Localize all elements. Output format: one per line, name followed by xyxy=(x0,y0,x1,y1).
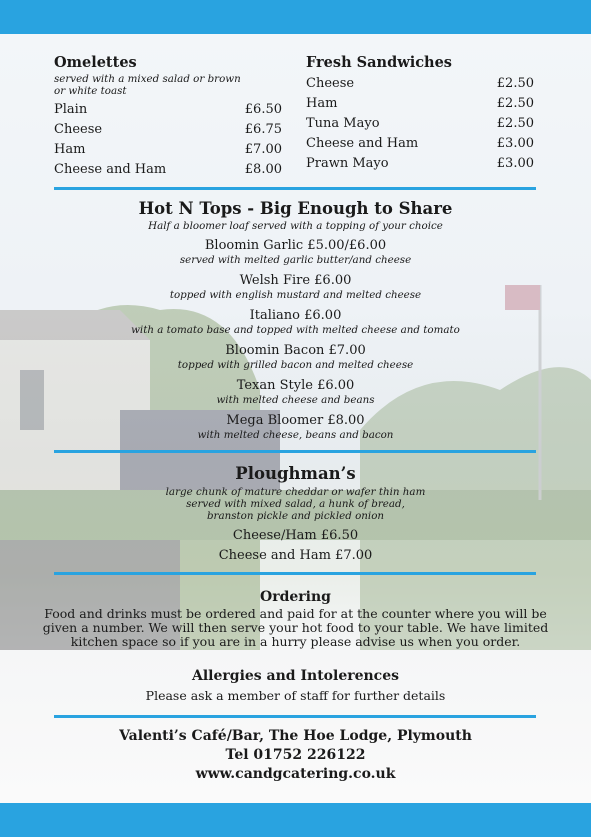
menu-item-name: Tuna Mayo xyxy=(306,116,380,131)
menu-item-name: Cheese/Ham £6.50 xyxy=(232,528,359,543)
ordering-text-line: given a number. We will then serve your hot food to your table. We have limited xyxy=(42,620,549,635)
ploughmans-title: Ploughman’s xyxy=(235,464,356,483)
menu-item xyxy=(306,74,534,94)
allergies-section xyxy=(0,668,591,703)
menu-item xyxy=(54,100,282,120)
menu-item xyxy=(306,114,534,134)
top-banner xyxy=(0,0,591,34)
hot-n-tops-section xyxy=(0,199,591,441)
omelettes-title: Omelettes xyxy=(54,54,137,71)
menu-item-description: topped with english mustard and melted cheese xyxy=(169,289,422,301)
hot-n-tops-title: Hot N Tops - Big Enough to Share xyxy=(138,199,453,218)
menu-item xyxy=(54,120,282,140)
menu-item-name: Welsh Fire £6.00 xyxy=(239,273,352,288)
ordering-text-line: kitchen space so if you are in a hurry please advise us when you order. xyxy=(70,634,521,649)
ordering-text xyxy=(0,607,591,649)
menu-item-name: Italiano £6.00 xyxy=(249,308,342,323)
ploughmans-description xyxy=(0,486,591,522)
section-divider xyxy=(54,572,536,575)
hot-n-tops-list xyxy=(0,237,591,441)
omelettes-section xyxy=(54,54,282,180)
section-divider xyxy=(54,450,536,453)
menu-item-name: Cheese xyxy=(54,122,103,137)
menu-item-name: Plain xyxy=(54,102,88,117)
menu-item-name: Cheese and Ham xyxy=(54,162,167,177)
ordering-text-line: Food and drinks must be ordered and paid for at the counter where you will be xyxy=(44,606,547,621)
menu-item-price: £6.75 xyxy=(244,122,282,137)
contact-website[interactable]: www.candgcatering.co.uk xyxy=(195,766,396,782)
menu-item-name: Mega Bloomer £8.00 xyxy=(226,413,365,428)
contact-phone[interactable]: Tel 01752 226122 xyxy=(225,747,366,763)
menu-item-description: with melted cheese and beans xyxy=(216,394,375,406)
omelettes-list xyxy=(54,100,282,180)
contact-section xyxy=(0,727,591,784)
menu-item-description: with melted cheese, beans and bacon xyxy=(197,429,394,441)
menu-item-name: Ham xyxy=(306,96,338,111)
section-divider xyxy=(54,715,536,718)
menu-page xyxy=(0,34,591,803)
menu-item xyxy=(54,160,282,180)
menu-item-description: served with melted garlic butter/and cheese xyxy=(179,254,412,266)
menu-item-name: Bloomin Bacon £7.00 xyxy=(225,343,366,358)
sandwiches-list xyxy=(306,74,534,174)
contact-address: Valenti’s Café/Bar, The Hoe Lodge, Plymouth xyxy=(119,728,472,744)
menu-item-price: £8.00 xyxy=(244,162,282,177)
sandwiches-title: Fresh Sandwiches xyxy=(306,54,452,71)
menu-item-price: £2.50 xyxy=(496,76,534,91)
ploughmans-description-line: large chunk of mature cheddar or wafer thin ham xyxy=(165,486,426,498)
ploughmans-list xyxy=(0,526,591,566)
menu-item xyxy=(306,94,534,114)
bottom-banner xyxy=(0,803,591,837)
menu-item-name: Cheese and Ham £7.00 xyxy=(218,548,373,563)
sandwiches-section xyxy=(306,54,534,174)
hot-n-tops-subtitle: Half a bloomer loaf served with a topping of your choice xyxy=(148,220,443,232)
ploughmans-description-line: branston pickle and pickled onion xyxy=(206,510,385,522)
menu-item-description: with a tomato base and topped with melted cheese and tomato xyxy=(131,324,460,336)
menu-item-name: Cheese xyxy=(306,76,355,91)
allergies-text: Please ask a member of staff for further details xyxy=(145,688,446,703)
menu-item xyxy=(306,154,534,174)
menu-item-name: Prawn Mayo xyxy=(306,156,389,171)
menu-item-price: £7.00 xyxy=(244,142,282,157)
ordering-section xyxy=(0,589,591,649)
menu-item-name: Ham xyxy=(54,142,86,157)
omelettes-subtitle: served with a mixed salad or brown or white toast xyxy=(54,73,241,97)
menu-item-name: Bloomin Garlic £5.00/£6.00 xyxy=(204,238,387,253)
menu-item xyxy=(54,140,282,160)
menu-item-price: £3.00 xyxy=(496,136,534,151)
section-divider xyxy=(54,187,536,190)
menu-item-name: Texan Style £6.00 xyxy=(236,378,355,393)
menu-item-price: £2.50 xyxy=(496,116,534,131)
menu-item-name: Cheese and Ham xyxy=(306,136,419,151)
allergies-title: Allergies and Intolerences xyxy=(192,668,399,684)
ploughmans-description-line: served with mixed salad, a hunk of bread, xyxy=(186,498,405,510)
menu-item-price: £6.50 xyxy=(244,102,282,117)
ordering-title: Ordering xyxy=(260,589,331,605)
menu-item-price: £3.00 xyxy=(496,156,534,171)
ploughmans-section xyxy=(0,464,591,566)
menu-item-price: £2.50 xyxy=(496,96,534,111)
menu-item xyxy=(306,134,534,154)
menu-item-description: topped with grilled bacon and melted cheese xyxy=(177,359,414,371)
